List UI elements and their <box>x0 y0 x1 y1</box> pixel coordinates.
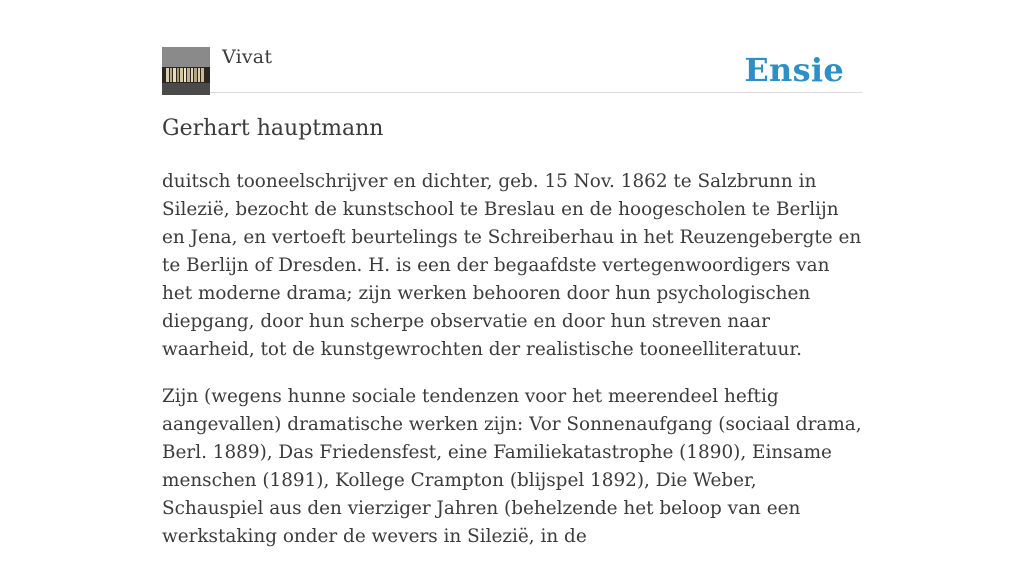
header <box>162 0 862 93</box>
brand-logo[interactable]: Ensie <box>744 51 844 89</box>
page-container <box>162 0 862 547</box>
article-title: Gerhart hauptmann <box>162 116 384 141</box>
article-paragraph: Zijn (wegens hunne sociale tendenzen voor het meerendeel heftig aangevallen) dramatische werken zijn: Vor Sonnenaufgang (sociaal drama, Berl. 1889), Das Friedensfest, eine Familiekatastrophe (1890), Einsame menschen (1891), Kollege Crampton (blijspel 1892), Die Weber, Schauspiel aus den vierziger Jahren (behelzende het beloop van een werkstaking onder de wevers in Silezië, in de <box>162 386 862 547</box>
source-name[interactable]: Vivat <box>222 46 273 68</box>
article-body <box>162 168 862 570</box>
article-paragraph: duitsch tooneelschrijver en dichter, geb. 15 Nov. 1862 te Salzbrunn in Silezië, bezocht de kunstschool te Breslau en de hoogescholen te Berlijn en Jena, en vertoeft beurtelings te Schreiberhau in het Reuzengebergte en te Berlijn of Dresden. H. is een der begaafdste vertegenwoordigers van het moderne drama; zijn werken behooren door hun psychologischen diepgang, door hun scherpe observatie en door hun streven naar waarheid, tot de kunstgewrochten der realistische tooneelliteratuur. <box>162 171 862 360</box>
bookshelf-avatar-icon <box>162 47 210 95</box>
source-avatar[interactable] <box>162 47 210 95</box>
